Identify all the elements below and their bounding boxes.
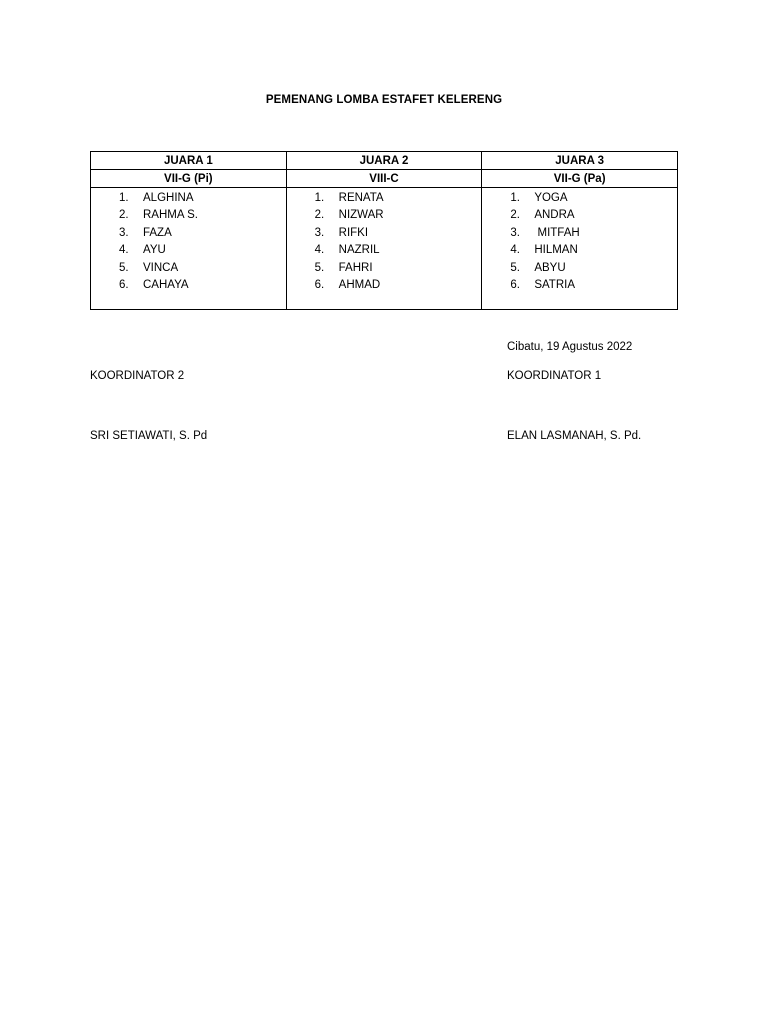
winner-name: RAHMA S. — [143, 209, 198, 222]
name-list — [482, 190, 677, 294]
list-item — [119, 225, 286, 242]
winner-name: HILMAN — [534, 244, 578, 257]
list-item — [510, 190, 677, 207]
list-item — [119, 207, 286, 224]
coordinator-left-role: KOORDINATOR 2 — [90, 370, 185, 382]
winner-name: FAZA — [143, 226, 172, 239]
winner-name: FAHRI — [338, 261, 373, 274]
list-number: 1. — [119, 192, 129, 204]
names-cell-juara-2 — [286, 188, 482, 310]
winner-name: SATRIA — [534, 278, 575, 291]
class-header: VII-G (Pa) — [482, 170, 678, 188]
class-header: VII-G (Pi) — [91, 170, 287, 188]
winner-name: ABYU — [534, 261, 566, 274]
winner-name: AYU — [143, 244, 166, 257]
winner-name: AHMAD — [338, 278, 381, 291]
list-number: 6. — [510, 278, 520, 291]
list-number: 4. — [314, 244, 325, 257]
list-number: 6. — [119, 278, 129, 291]
winner-name: CAHAYA — [143, 278, 189, 291]
winner-name: RENATA — [338, 192, 384, 204]
winner-name: NIZWAR — [338, 209, 384, 222]
list-item — [315, 225, 482, 242]
winner-name: ANDRA — [534, 209, 575, 222]
list-item — [119, 190, 286, 207]
list-number: 2. — [510, 209, 520, 222]
rank-header: JUARA 3 — [482, 152, 678, 170]
list-item — [510, 277, 677, 294]
list-number: 4. — [119, 244, 129, 257]
list-item — [315, 277, 482, 294]
list-item — [510, 242, 677, 259]
names-cell-juara-3 — [482, 188, 678, 310]
class-header-row — [91, 170, 678, 188]
names-cell-juara-1 — [91, 188, 287, 310]
list-number: 5. — [314, 261, 325, 274]
list-number: 1. — [314, 192, 325, 204]
list-number: 4. — [510, 244, 520, 257]
list-number: 5. — [119, 261, 129, 274]
coordinator-right-role: KOORDINATOR 1 — [507, 370, 602, 382]
name-list — [287, 190, 482, 294]
list-item — [119, 277, 286, 294]
list-number: 3. — [510, 226, 520, 239]
list-item — [510, 207, 677, 224]
list-number: 3. — [314, 226, 325, 239]
rank-header: JUARA 2 — [286, 152, 482, 170]
rank-header-row — [91, 152, 678, 170]
place-date: Cibatu, 19 Agustus 2022 — [507, 341, 633, 353]
winner-name: YOGA — [534, 192, 568, 204]
coordinator-right-name: ELAN LASMANAH, S. Pd. — [507, 430, 642, 442]
list-item — [510, 260, 677, 277]
list-number: 3. — [119, 226, 129, 239]
list-item — [315, 260, 482, 277]
rank-header: JUARA 1 — [91, 152, 287, 170]
list-number: 1. — [510, 192, 520, 204]
coordinator-left-name: SRI SETIAWATI, S. Pd — [90, 430, 208, 442]
list-item — [510, 225, 677, 242]
winner-name: MITFAH — [534, 226, 580, 239]
winners-table — [90, 151, 678, 310]
list-number: 2. — [314, 209, 325, 222]
name-list — [91, 190, 286, 294]
list-number: 6. — [314, 278, 325, 291]
list-item — [119, 260, 286, 277]
class-header: VIII-C — [286, 170, 482, 188]
list-number: 2. — [119, 209, 129, 222]
document-title: PEMENANG LOMBA ESTAFET KELERENG — [265, 94, 503, 106]
names-row — [91, 188, 678, 310]
list-item — [315, 190, 482, 207]
list-item — [315, 207, 482, 224]
list-item — [315, 242, 482, 259]
winner-name: NAZRIL — [338, 244, 380, 257]
winner-name: RIFKI — [338, 226, 369, 239]
winner-name: ALGHINA — [143, 192, 194, 204]
list-number: 5. — [510, 261, 520, 274]
winner-name: VINCA — [143, 261, 179, 274]
list-item — [119, 242, 286, 259]
